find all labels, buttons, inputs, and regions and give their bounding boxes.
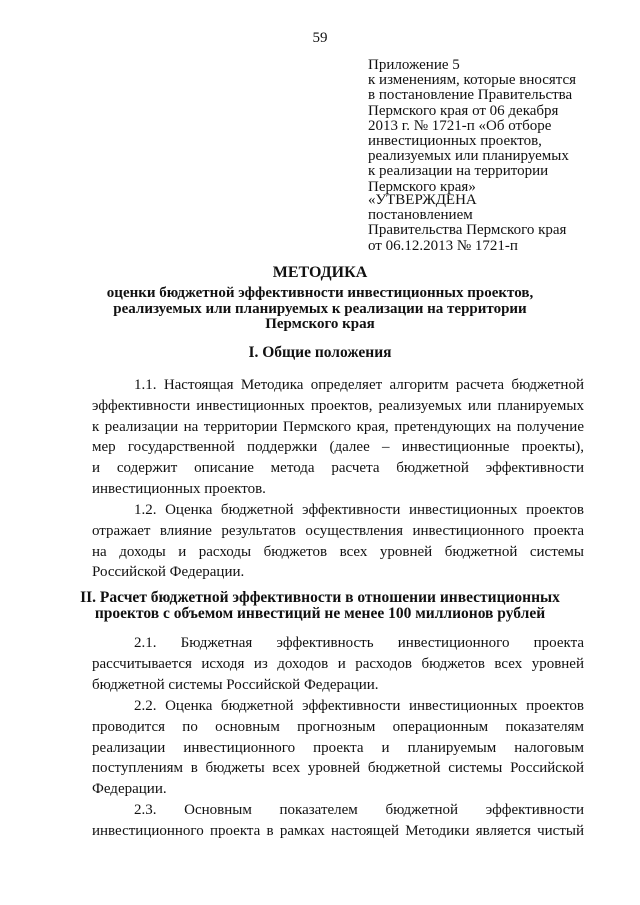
appendix-line: Приложение 5 [368,57,460,73]
page-number: 59 [312,30,328,46]
paragraph-line: инвестиционного проекта в рамках настоящей Методики является чистый [92,822,584,839]
appendix-line: 2013 г. № 1721-п «Об отборе [368,117,552,134]
paragraph-line: Федерации. [92,781,167,798]
paragraph-2-1 [92,633,584,695]
approved-block [368,193,618,254]
paragraph-line: 2.2. Оценка бюджетной эффективности инвестиционных проектов [134,698,584,714]
paragraph-line: поступлениям в бюджеты всех уровней бюджетной системы Российской [92,760,584,777]
subtitle-line: оценки бюджетной эффективности инвестиционных проектов, [106,285,534,301]
paragraph-line: 1.1. Настоящая Методика определяет алгоритм расчета бюджетной [134,377,584,393]
approved-line: постановлением [368,207,473,224]
appendix-line: инвестиционных проектов, [368,133,542,150]
document-subtitle [0,286,640,333]
paragraph-line: Российской Федерации. [92,564,245,581]
section-2-heading [0,590,640,621]
paragraph-1-2 [92,500,584,583]
paragraph-line: 2.1. Бюджетная эффективность инвестиционного проекта [134,635,584,651]
appendix-line: к реализации на территории [368,163,549,180]
appendix-line: в постановление Правительства [368,87,573,104]
paragraph-2-3 [92,800,584,842]
section-1-heading [0,345,640,361]
paragraph-line: эффективности инвестиционных проектов, реализуемых или планируемых [92,397,584,414]
paragraph-line: 2.3. Основным показателем бюджетной эффективности [134,802,584,818]
paragraph-line: инвестиционных проектов. [92,480,266,497]
paragraph-line: 1.2. Оценка бюджетной эффективности инвестиционных проектов [134,502,584,518]
paragraph-line: рассчитывается исходя из доходов и расходов бюджетов всех уровней [92,655,584,672]
paragraph-1-1 [92,375,584,500]
appendix-line: реализуемых или планируемых [368,148,569,165]
appendix-line: к изменениям, которые вносятся [368,72,577,89]
section-2-heading-line: проектов с объемом инвестиций не менее 100 миллионов рублей [94,604,546,622]
section-2-heading-line: II. Расчет бюджетной эффективности в отношении инвестиционных [80,589,560,606]
approved-line: «УТВЕРЖДЕНА [368,192,477,208]
approved-line: Правительства Пермского края [368,222,567,239]
paragraph-line: и содержит описание метода расчета бюджетной эффективности [92,460,584,477]
paragraph-line: бюджетной системы Российской Федерации. [92,676,379,693]
appendix-line: Пермского края от 06 декабря [368,102,559,119]
appendix-block [368,58,618,195]
paragraph-line: реализации инвестиционного проекта и планируемым налоговым [92,739,584,756]
paragraph-line: на доходы и расходы бюджетов всех уровней бюджетной системы [92,543,584,560]
paragraph-2-2 [92,696,584,800]
paragraph-line: отражает влияние результатов осуществления инвестиционного проекта [92,522,584,539]
subtitle-line: Пермского края [265,316,375,332]
appendix-line: Пермского края» [368,178,476,195]
section-1-heading-text: I. Общие положения [248,344,392,361]
paragraph-line: мер государственной поддержки (далее – инвестиционные проекты), [92,439,584,456]
subtitle-line: реализуемых или планируемых к реализации на территории [113,300,527,317]
document-title: МЕТОДИКА [272,264,368,281]
paragraph-line: проводится по основным прогнозным операционным показателям [92,718,584,735]
approved-line: от 06.12.2013 № 1721-п [368,237,518,254]
paragraph-line: к реализации на территории Пермского края, претендующих на получение [92,418,584,435]
